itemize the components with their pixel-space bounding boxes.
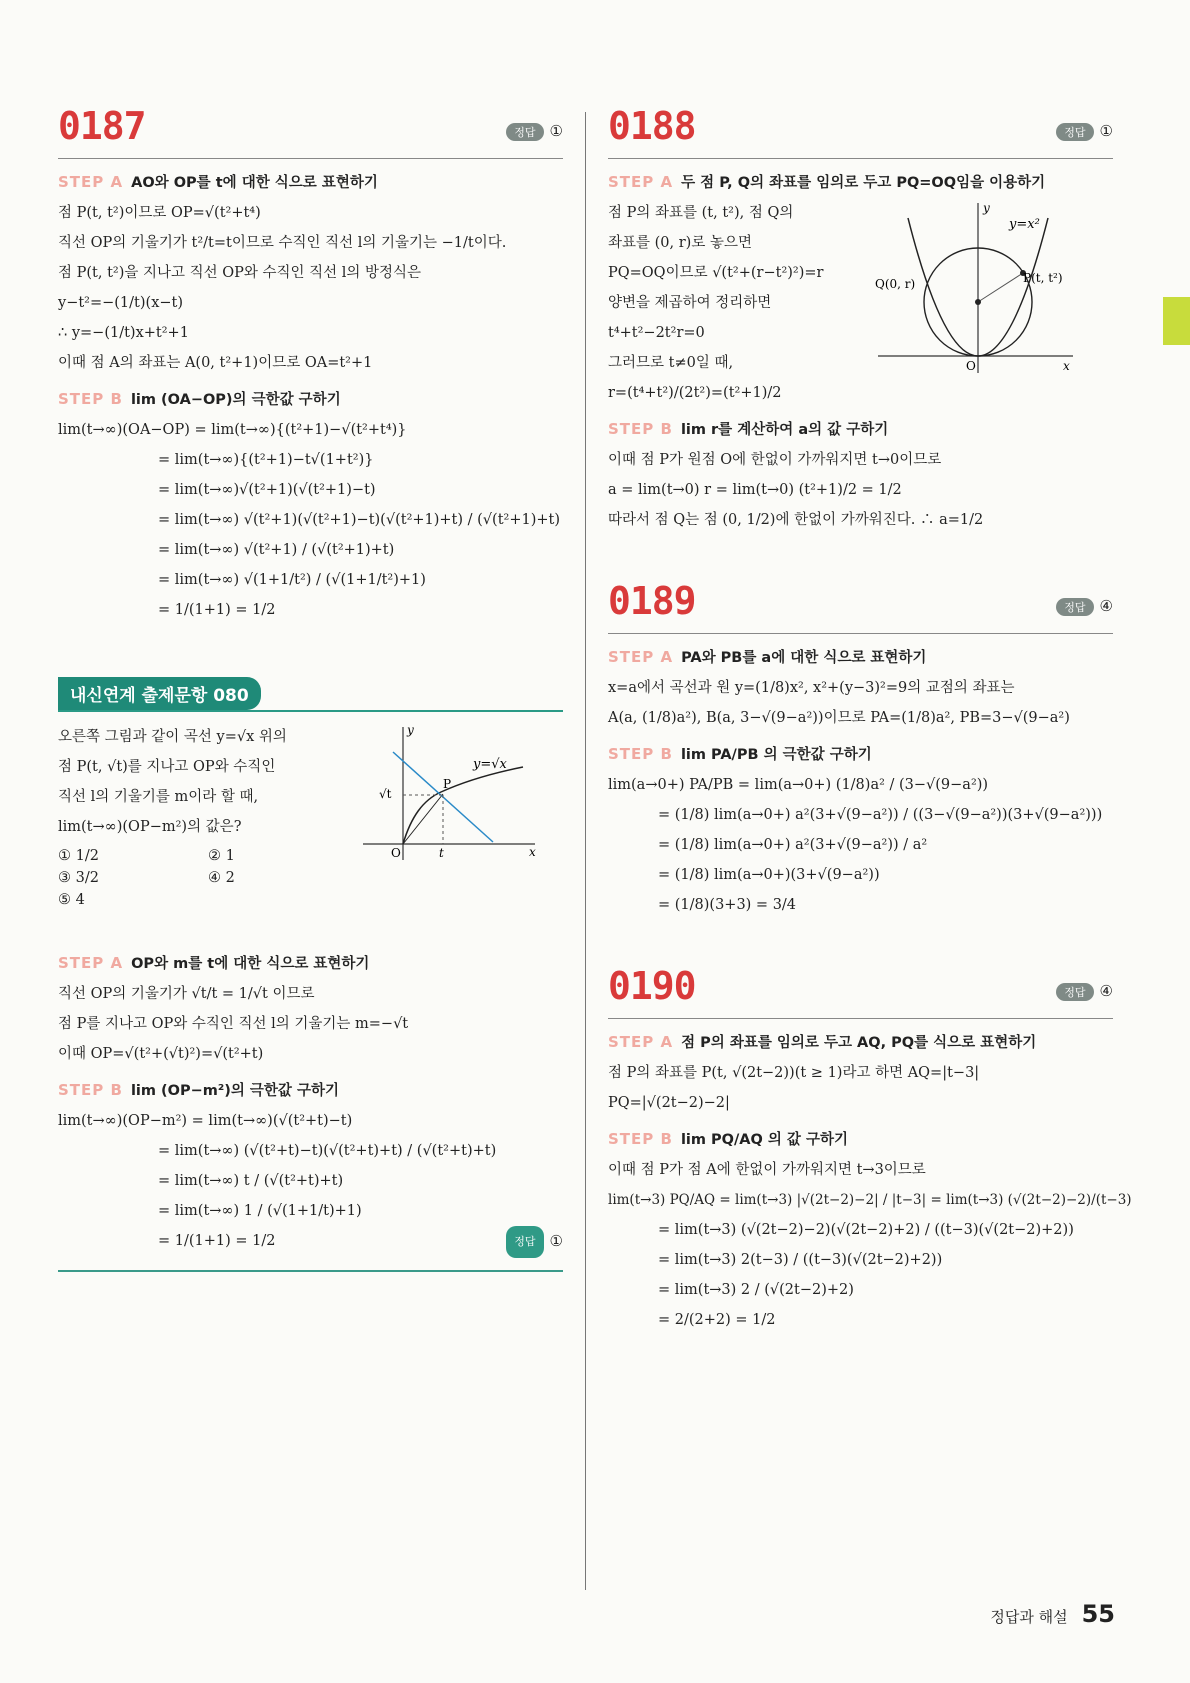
solution-line: 직선 OP의 기울기가 √t/t = 1/√t 이므로: [58, 986, 315, 1002]
step-title: 두 점 P, Q의 좌표를 임의로 두고 PQ=OQ임을 이용하기: [681, 175, 1046, 191]
step-a-heading: [608, 1031, 1113, 1052]
segment-pq: [978, 273, 1023, 302]
solution-line: t⁴+t²−2t²r=0: [608, 325, 705, 341]
answer-badge: 정답: [1056, 983, 1093, 1001]
solution-line: A(a, (1/8)a²), B(a, 3−√(9−a²))이므로 PA=(1/8)a², PB=3−√(9−a²): [608, 710, 1070, 726]
answer-badge: 정답: [506, 1226, 543, 1258]
origin-label: O: [966, 359, 976, 373]
step-title: lim (OA−OP)의 극한값 구하기: [130, 392, 341, 408]
step-a-heading: [608, 646, 1113, 667]
chapter-side-tab: [1163, 297, 1190, 345]
point-q-label: Q(0, r): [875, 277, 916, 291]
solution-line: 이때 OP=√(t²+(√t)²)=√(t²+t): [58, 1046, 264, 1062]
choice-1: ① 1/2: [58, 848, 99, 864]
problem-0187-header: [58, 100, 563, 159]
solution-line: r=(t⁴+t²)/(2t²)=(t²+1)/2: [608, 385, 782, 401]
step-title: lim PQ/AQ 의 값 구하기: [680, 1132, 849, 1148]
answer-indicator: [1056, 982, 1113, 1001]
section-spacer: [608, 920, 1113, 960]
limit-result: = 1/(1+1) = 1/2: [158, 1233, 276, 1249]
solution-line: PQ=|√(2t−2)−2|: [608, 1095, 730, 1111]
answer-badge: 정답: [506, 123, 543, 141]
answer-value: ①: [549, 122, 563, 140]
related-problem-header: 내신연계 출제문항 080: [58, 677, 261, 710]
column-divider: [585, 112, 586, 1590]
limit-equation-final: [58, 1226, 563, 1256]
solution-line: 점 P(t, t²)을 지나고 직선 OP와 수직인 직선 l의 방정식은: [58, 265, 422, 281]
answer-indicator: [1056, 597, 1113, 616]
step-title: 점 P의 좌표를 임의로 두고 AQ, PQ를 식으로 표현하기: [681, 1035, 1037, 1051]
solution-line: 점 P(t, t²)이므로 OP=√(t²+t⁴): [58, 205, 261, 221]
answer-badge: 정답: [1056, 123, 1093, 141]
answer-indicator: [506, 122, 563, 141]
step-b-heading: [58, 388, 563, 409]
right-column: [608, 100, 1132, 1335]
segment-op: [403, 794, 443, 844]
solution-line: 따라서 점 Q는 점 (0, 1/2)에 한없이 가까워진다. ∴ a=1/2: [608, 512, 984, 528]
step-tag: STEP B: [58, 1081, 123, 1099]
step-title: PA와 PB를 a에 대한 식으로 표현하기: [681, 650, 927, 666]
question-line: 직선 l의 기울기를 m이라 할 때,: [58, 789, 259, 805]
limit-equation: = (1/8) lim(a→0+) a²(3+√(9−a²)) / ((3−√(9−a²))(3+√(9−a²))): [658, 807, 1103, 823]
step-b-heading: [608, 743, 1113, 764]
curve-y-sqrt-x: [403, 767, 523, 844]
point-p-label: P(t, t²): [1023, 271, 1063, 285]
limit-equation: = lim(t→∞) t / (√(t²+t)+t): [158, 1173, 344, 1189]
point-p-label: P: [443, 777, 452, 791]
limit-equation: = lim(t→3) (√(2t−2)−2)(√(2t−2)+2) / ((t−3)(√(2t−2)+2)): [658, 1222, 1074, 1238]
curve-label: y=x²: [1009, 217, 1040, 232]
limit-equation: = lim(t→∞) 1 / (√(1+1/t)+1): [158, 1203, 362, 1219]
solution-line: 그러므로 t≠0일 때,: [608, 355, 734, 371]
limit-equation: = lim(t→∞) √(t²+1)(√(t²+1)−t)(√(t²+1)+t) / (√(t²+1)+t): [158, 512, 561, 528]
solution-line: 양변을 제곱하여 정리하면: [608, 295, 772, 311]
limit-equation: = 1/(1+1) = 1/2: [158, 602, 276, 618]
limit-equation: lim(t→3) PQ/AQ = lim(t→3) |√(2t−2)−2| / |t−3| = lim(t→3) (√(2t−2)−2)/(t−3): [608, 1192, 1132, 1208]
problem-0190-header: [608, 960, 1113, 1019]
question-line: 점 P(t, √t)를 지나고 OP와 수직인: [58, 759, 276, 775]
limit-equation: = 2/(2+2) = 1/2: [658, 1312, 776, 1328]
solution-line: y−t²=−(1/t)(x−t): [58, 295, 183, 311]
problem-number: 0188: [608, 104, 696, 148]
y-axis-label: y: [407, 723, 414, 737]
step-tag: STEP B: [58, 390, 123, 408]
solution-line: 이때 점 P가 원점 O에 한없이 가까워지면 t→0이므로: [608, 452, 942, 468]
problem-number: 0187: [58, 104, 146, 148]
sqrt-curve-graph: [363, 722, 543, 862]
step-tag: STEP B: [608, 1130, 673, 1148]
solution-line: PQ=OQ이므로 √(t²+(r−t²)²)=r: [608, 265, 824, 281]
choice-2: ② 1: [208, 848, 235, 864]
problem-0188-header: [608, 100, 1113, 159]
limit-equation: = (1/8) lim(a→0+) a²(3+√(9−a²)) / a²: [658, 837, 928, 853]
step-tag: STEP A: [58, 954, 124, 972]
step-tag: STEP B: [608, 420, 673, 438]
limit-equation: = (1/8)(3+3) = 3/4: [658, 897, 797, 913]
page-footer: [990, 1600, 1115, 1628]
solution-line: a = lim(t→0) r = lim(t→0) (t²+1)/2 = 1/2: [608, 482, 902, 498]
step-b-heading: [608, 418, 1113, 439]
step-b-heading: [608, 1128, 1113, 1149]
problem-0188-step-a-body: [608, 198, 1113, 408]
step-title: OP와 m를 t에 대한 식으로 표현하기: [131, 956, 370, 972]
limit-equation: lim(t→∞)(OA−OP) = lim(t→∞){(t²+1)−√(t²+t⁴)}: [58, 422, 407, 438]
sqrt-t-label: √t: [379, 787, 392, 801]
related-header-rule: [58, 710, 563, 712]
solution-line: ∴ y=−(1/t)x+t²+1: [58, 325, 189, 341]
related-question-block: [58, 722, 563, 942]
step-tag: STEP A: [608, 1033, 674, 1051]
step-tag: STEP A: [608, 173, 674, 191]
solution-line: 이때 점 P가 점 A에 한없이 가까워지면 t→3이므로: [608, 1162, 926, 1178]
choice-4: ④ 2: [208, 870, 235, 886]
step-title: lim (OP−m²)의 극한값 구하기: [130, 1083, 339, 1099]
related-end-rule: [58, 1270, 563, 1272]
point-q: [975, 299, 981, 305]
step-a-heading: [58, 952, 563, 973]
limit-equation: = lim(t→∞)√(t²+1)(√(t²+1)−t): [158, 482, 376, 498]
step-tag: STEP B: [608, 745, 673, 763]
solution-line: 직선 OP의 기울기가 t²/t=t이므로 수직인 직선 l의 기울기는 −1/t이다.: [58, 235, 507, 251]
problem-number: 0189: [608, 579, 696, 623]
step-title: lim r를 계산하여 a의 값 구하기: [680, 422, 889, 438]
answer-value: ①: [1099, 122, 1113, 140]
footer-label: 정답과 해설: [990, 1608, 1068, 1626]
solution-line: 이때 점 A의 좌표는 A(0, t²+1)이므로 OA=t²+1: [58, 355, 373, 371]
solution-line: 점 P를 지나고 OP와 수직인 직선 l의 기울기는 m=−√t: [58, 1016, 409, 1032]
choice-3: ③ 3/2: [58, 870, 99, 886]
origin-label: O: [391, 846, 401, 860]
left-column: [58, 100, 563, 1272]
question-line: lim(t→∞)(OP−m²)의 값은?: [58, 819, 242, 835]
parabola-circle-graph: [873, 198, 1083, 378]
choice-5: ⑤ 4: [58, 892, 85, 908]
step-title: lim PA/PB 의 극한값 구하기: [680, 747, 872, 763]
problem-number: 0190: [608, 964, 696, 1008]
answer-indicator: [1056, 122, 1113, 141]
step-b-heading: [58, 1079, 563, 1100]
y-axis-label: y: [983, 201, 990, 215]
step-title: AO와 OP를 t에 대한 식으로 표현하기: [131, 175, 378, 191]
limit-equation: = lim(t→3) 2(t−3) / ((t−3)(√(2t−2)+2)): [658, 1252, 943, 1268]
answer-indicator: [506, 1226, 563, 1258]
curve-label: y=√x: [473, 757, 507, 772]
problem-0189-header: [608, 575, 1113, 634]
answer-value: ④: [1099, 597, 1113, 615]
step-tag: STEP A: [58, 173, 124, 191]
t-tick-label: t: [439, 846, 444, 860]
x-axis-label: x: [1063, 359, 1070, 373]
x-axis-label: x: [529, 845, 536, 859]
solution-line: x=a에서 곡선과 원 y=(1/8)x², x²+(y−3)²=9의 교점의 좌표는: [608, 680, 1015, 696]
solution-line: 점 P의 좌표를 (t, t²), 점 Q의: [608, 205, 794, 221]
step-tag: STEP A: [608, 648, 674, 666]
limit-equation: = lim(t→∞) √(1+1/t²) / (√(1+1/t²)+1): [158, 572, 426, 588]
limit-equation: = lim(t→3) 2 / (√(2t−2)+2): [658, 1282, 854, 1298]
related-problem: [58, 677, 563, 1272]
step-a-heading: [58, 171, 563, 192]
answer-value: ①: [549, 1232, 563, 1250]
answer-value: ④: [1099, 982, 1113, 1000]
solution-line: 좌표를 (0, r)로 놓으면: [608, 235, 752, 251]
limit-equation: = (1/8) lim(a→0+)(3+√(9−a²)): [658, 867, 880, 883]
limit-equation: lim(a→0+) PA/PB = lim(a→0+) (1/8)a² / (3−√(9−a²)): [608, 777, 989, 793]
page-number: 55: [1081, 1600, 1115, 1628]
section-spacer: [608, 535, 1113, 575]
limit-equation: = lim(t→∞) √(t²+1) / (√(t²+1)+t): [158, 542, 395, 558]
step-a-heading: [608, 171, 1113, 192]
solution-line: 점 P의 좌표를 P(t, √(2t−2))(t ≥ 1)라고 하면 AQ=|t−3|: [608, 1065, 980, 1081]
limit-equation: = lim(t→∞) (√(t²+t)−t)(√(t²+t)+t) / (√(t²+t)+t): [158, 1143, 497, 1159]
limit-equation: lim(t→∞)(OP−m²) = lim(t→∞)(√(t²+t)−t): [58, 1113, 353, 1129]
limit-equation: = lim(t→∞){(t²+1)−t√(1+t²)}: [158, 452, 374, 468]
answer-badge: 정답: [1056, 598, 1093, 616]
question-line: 오른쪽 그림과 같이 곡선 y=√x 위의: [58, 729, 287, 745]
